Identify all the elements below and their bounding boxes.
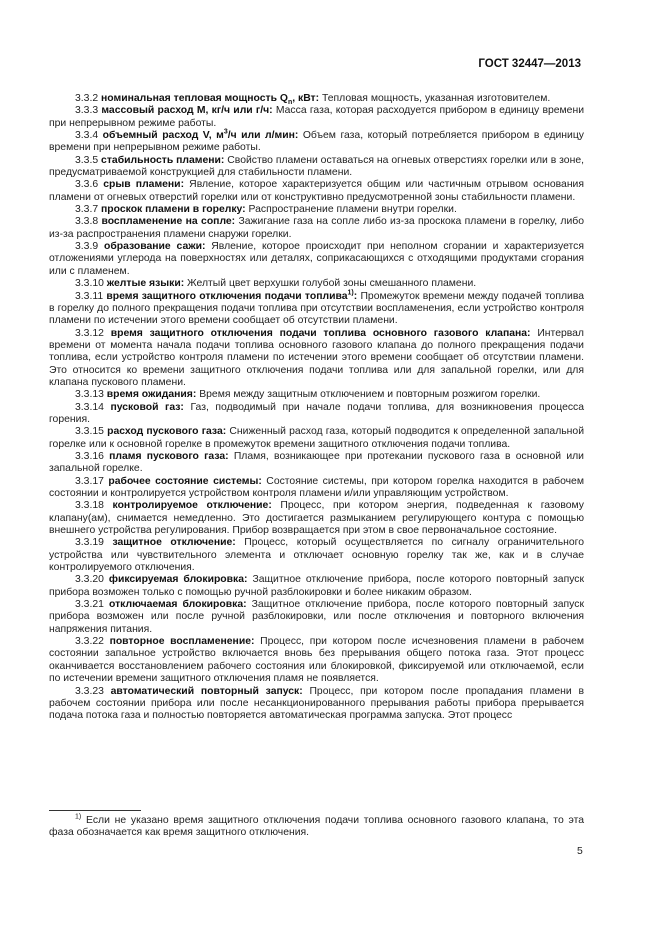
definition-text: Объем газа, который потребляется прибором в единицу времени при непрерывном режиме работы. xyxy=(49,130,584,154)
term-text: воспламенение на сопле: xyxy=(101,216,236,228)
clause-number: 3.3.2 xyxy=(75,93,99,104)
definition-paragraph xyxy=(49,291,584,328)
definition-text: Распространение пламени внутри горелки. xyxy=(245,204,457,216)
term-text: номинальная тепловая мощность Q xyxy=(101,93,288,104)
definition-paragraph xyxy=(49,93,584,105)
clause-number: 3.3.14 xyxy=(75,401,104,413)
term xyxy=(103,179,184,190)
standard-header: ГОСТ 32447—2013 xyxy=(478,58,581,70)
term-text: фиксируемая блокировка: xyxy=(108,574,248,586)
clause-number: 3.3.7 xyxy=(75,204,99,216)
definition-text: Пламя, возникающее при протекании пускового газа в основной или запальной горелке. xyxy=(49,450,584,475)
term xyxy=(111,328,531,339)
definition-text: Тепловая мощность, указанная изготовителем. xyxy=(319,93,551,104)
term xyxy=(112,537,235,548)
definition-paragraph xyxy=(49,216,584,241)
term-text: проскок пламени в горелку: xyxy=(101,204,246,216)
term-text: образование сажи: xyxy=(103,241,206,253)
definition-paragraph xyxy=(49,389,584,401)
definition-paragraph xyxy=(49,574,584,599)
term xyxy=(101,204,246,215)
term-text: автоматический повторный запуск: xyxy=(110,685,303,697)
term xyxy=(109,451,228,462)
term-superscript: 1) xyxy=(347,289,354,297)
definition-paragraph xyxy=(49,426,584,451)
definition-text: Состояние системы, при котором горелка находится в рабочем состоянии и контролируется устройством контроля пламени и/или управляющим устройством. xyxy=(49,475,584,499)
term xyxy=(101,216,235,227)
term-text: время ожидания: xyxy=(106,389,197,401)
term-text: время защитного отключения подачи топлива xyxy=(106,290,348,302)
definition-paragraph xyxy=(49,402,584,427)
definitions-body xyxy=(49,93,584,723)
term xyxy=(109,574,248,585)
clause-number: 3.3.10 xyxy=(75,278,104,290)
term-end: /ч или л/мин: xyxy=(227,130,299,142)
clause-number: 3.3.4 xyxy=(75,130,99,142)
term-text: время защитного отключения подачи топлива основного газового клапана: xyxy=(110,327,531,339)
term xyxy=(107,389,197,400)
definition-text: Свойство пламени оставаться на огневых отверстиях горелки или в зоне, предусматриваемой конструкцией для стабильности пламени. xyxy=(49,154,584,179)
definition-paragraph xyxy=(49,636,584,685)
term xyxy=(110,636,255,647)
clause-number: 3.3.12 xyxy=(75,327,104,339)
clause-number: 3.3.17 xyxy=(75,475,104,487)
term xyxy=(106,291,357,302)
definition-paragraph xyxy=(49,476,584,501)
term xyxy=(101,105,272,116)
term xyxy=(109,599,247,610)
term xyxy=(104,241,205,252)
term-text: контролируемое отключение: xyxy=(112,500,272,512)
term-text: пламя пускового газа: xyxy=(109,450,229,462)
definition-paragraph xyxy=(49,278,584,290)
definition-text: Процесс, при котором после исчезновения пламени в рабочем состоянии запальное устройство включается вновь без прерывания общего потока газа. Этот процесс оканчивается восстановлением рабочего состояния или блокировкой, фиксируемой или отключаемой, если по истечении времени защитного отключения пламя не появляется. xyxy=(49,636,585,685)
definition-paragraph xyxy=(49,105,584,130)
definition-text: Время между защитным отключением и повторным розжигом горелки. xyxy=(196,389,541,401)
term-text: защитное отключение: xyxy=(112,537,236,549)
term-superscript: 3 xyxy=(223,128,228,136)
definition-paragraph xyxy=(49,451,584,476)
footnote-text: Если не указано время защитного отключения подачи топлива основного газового клапана, то эта фаза обозначается как время защитного отключения. xyxy=(49,815,584,839)
definition-text: Газ, подводимый при начале подачи топлива, для возникновения процесса горения. xyxy=(49,401,585,425)
definition-text: Явление, которое происходит при неполном сгорании и характеризуется отложениями углерода на поверхностях или деталях, соприкасающихся с отходящими продуктами сгорания или с пламенем. xyxy=(49,241,584,277)
definition-text: Интервал времени от момента начала подачи топлива основного газового клапана до полного прекращения подачи топлива, если устройство контроля пламени по истечении этого времени сообщает об отсутствии пламени. Это относится ко времени защитного отключения подачи топлива или для запальной горелки, или для клапана пускового пламени. xyxy=(49,327,584,388)
clause-number: 3.3.8 xyxy=(75,216,99,228)
term-text: объемный расход V, м xyxy=(102,130,224,142)
footnote-marker: 1) xyxy=(75,813,82,821)
term-text: отключаемая блокировка: xyxy=(108,599,247,611)
term-text: пусковой газ: xyxy=(110,401,184,413)
footnote-separator xyxy=(49,810,141,811)
term-end: , кВт: xyxy=(292,93,320,104)
definition-paragraph xyxy=(49,537,584,574)
clause-number: 3.3.5 xyxy=(75,154,99,166)
definition-text: Желтый цвет верхушки голубой зоны смешанного пламени. xyxy=(184,278,477,290)
term-text: стабильность пламени: xyxy=(101,154,225,166)
definition-text: Явление, которое характеризуется общим или частичным отрывом основания пламени от огневых отверстий горелки или от конструктивно предусмотренной зоны стабильности пламени. xyxy=(49,179,584,203)
definition-paragraph xyxy=(49,130,584,155)
clause-number: 3.3.15 xyxy=(75,426,104,438)
term-text: расход пускового газа: xyxy=(107,426,227,438)
term xyxy=(107,278,184,289)
definition-paragraph xyxy=(49,204,584,216)
term-end: : xyxy=(353,290,358,302)
definition-paragraph xyxy=(49,686,584,723)
definition-text: Защитное отключение прибора, после которого повторный запуск прибора возможен только с помощью ручной разблокировки и более никаким образом. xyxy=(49,574,585,598)
term-text: массовый расход M, кг/ч или г/ч: xyxy=(101,105,273,117)
definition-text: Процесс, при котором энергия, подведенная к газовому клапану(ам), снимается немедленно. Это достигается размыканием регулирующего контура с помощью внешнего устройства регулирования. Прибор возвращается при этом в свое первоначальное состояние. xyxy=(49,500,585,537)
clause-number: 3.3.11 xyxy=(75,290,104,302)
definition-text: Процесс, который осуществляется по сигналу ограничительного устройства или чувствительного элемента и отключает основную горелку так же, как и в случае контролируемого отключения. xyxy=(49,537,585,574)
definition-paragraph xyxy=(49,241,584,278)
term-text: желтые языки: xyxy=(106,278,185,290)
clause-number: 3.3.18 xyxy=(75,500,104,512)
clause-number: 3.3.22 xyxy=(75,636,104,648)
clause-number: 3.3.23 xyxy=(75,685,104,697)
definition-paragraph xyxy=(49,500,584,537)
definition-text: Защитное отключение прибора, после которого повторный запуск прибора возможен или после ручной разблокировки, или после отключения и повторного включения напряжения питания. xyxy=(49,599,584,635)
definition-text: Зажигание газа на сопле либо из-за проскока пламени в горелку, либо из-за распространения пламени снаружи горелки. xyxy=(49,216,585,240)
clause-number: 3.3.21 xyxy=(75,599,104,611)
definition-text: Промежуток времени между подачей топлива в горелку до полного прекращения подачи топлива при отсутствии воспламенения, если устройство контроля пламени по истечении этого времени сообщает об отсутствии пламени. xyxy=(49,290,584,327)
term-text: срыв пламени: xyxy=(103,179,185,191)
term xyxy=(111,686,303,697)
footnote xyxy=(49,815,584,840)
clause-number: 3.3.9 xyxy=(75,241,99,253)
definition-paragraph xyxy=(49,328,584,390)
clause-number: 3.3.13 xyxy=(75,389,104,401)
term-subscript: n xyxy=(287,99,293,107)
clause-number: 3.3.3 xyxy=(75,105,99,117)
definition-text: Масса газа, которая расходуется прибором в единицу времени при непрерывном режиме работы. xyxy=(49,105,584,129)
clause-number: 3.3.6 xyxy=(75,179,99,191)
definition-text: Сниженный расход газа, который подводится к определенной запальной горелке или к основной горелке в промежуток времени защитного отключения подачи топлива. xyxy=(49,426,584,450)
page-number: 5 xyxy=(577,846,583,857)
clause-number: 3.3.16 xyxy=(75,450,104,462)
term xyxy=(110,402,183,413)
clause-number: 3.3.19 xyxy=(75,537,104,549)
term-text: рабочее состояние системы: xyxy=(108,475,262,487)
term xyxy=(103,130,299,141)
term xyxy=(108,476,261,487)
definition-paragraph xyxy=(49,155,584,180)
term-text: повторное воспламенение: xyxy=(109,636,255,648)
term xyxy=(113,500,272,511)
term xyxy=(101,93,320,107)
term xyxy=(101,155,224,166)
definition-paragraph xyxy=(49,179,584,204)
definition-text: Процесс, при котором после пропадания пламени в рабочем состоянии прибора или после несанкционированного прерывания работы прибора прерывается подача потока газа и полностью повторяется автоматическая программа запуска. Этот процесс xyxy=(49,685,584,722)
clause-number: 3.3.20 xyxy=(75,574,104,586)
term xyxy=(107,426,226,437)
definition-paragraph xyxy=(49,599,584,636)
